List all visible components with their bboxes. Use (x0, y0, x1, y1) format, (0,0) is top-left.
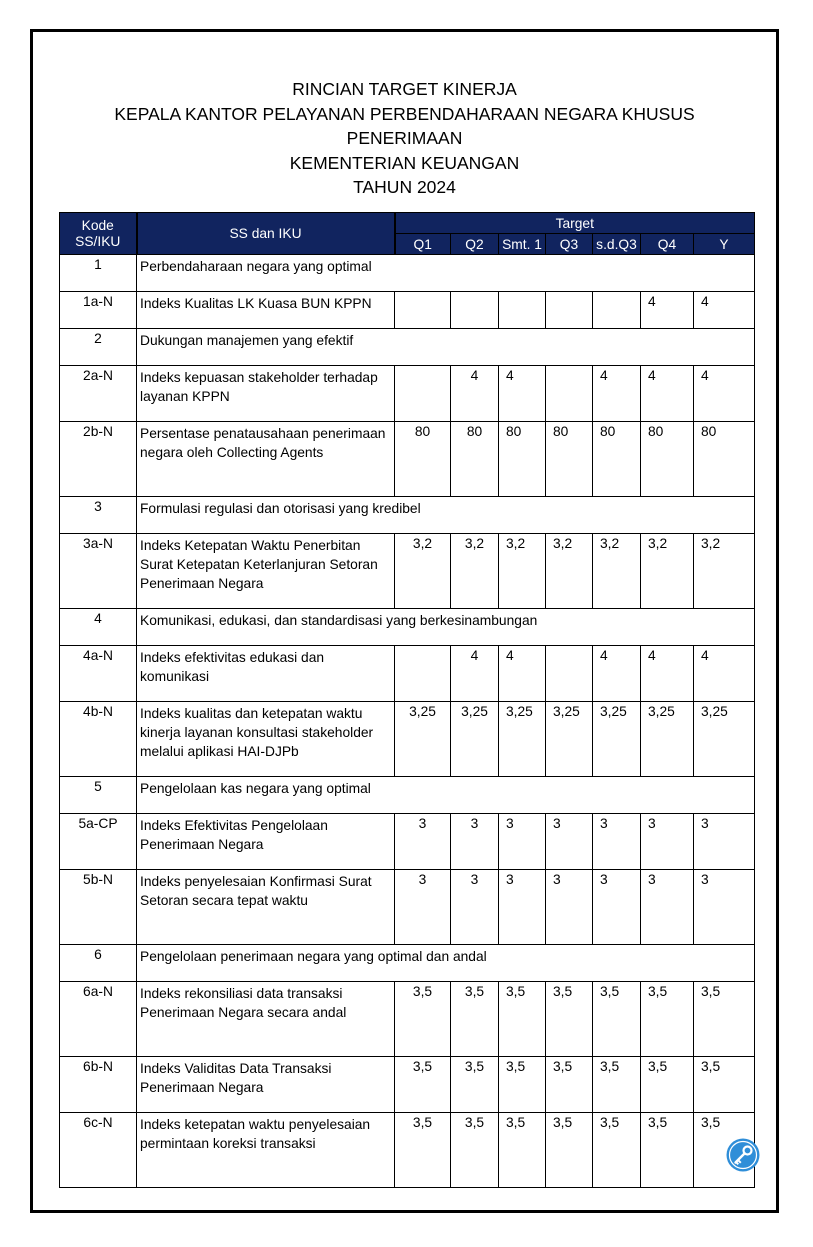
title-line: KEMENTERIAN KEUANGAN (289, 152, 520, 173)
row-code: 5 (60, 777, 137, 814)
target-cell-s-d-q3: 80 (593, 422, 641, 497)
target-cell-s-d-q3 (593, 292, 641, 329)
row-code: 6a-N (60, 982, 137, 1057)
header-col-smt-1: Smt. 1 (499, 234, 546, 255)
iku-name: Indeks rekonsiliasi data transaksi Penerimaan Negara secara andal (137, 982, 395, 1057)
target-cell-q4: 3 (641, 814, 694, 870)
target-cell-q4: 80 (641, 422, 694, 497)
target-cell-q1: 3 (395, 814, 451, 870)
target-cell-q2: 3 (451, 814, 499, 870)
row-code: 3a-N (60, 534, 137, 609)
target-cell-q4: 3,2 (641, 534, 694, 609)
target-cell-s-d-q3: 3,5 (593, 982, 641, 1057)
ss-row (60, 497, 755, 534)
ss-name: Pengelolaan penerimaan negara yang optimal dan andal (137, 945, 755, 982)
row-code: 5b-N (60, 870, 137, 945)
ss-row (60, 609, 755, 646)
header-col-q3: Q3 (546, 234, 593, 255)
row-code: 1 (60, 255, 137, 292)
iku-row (60, 870, 755, 945)
key-seal-icon (726, 1138, 760, 1172)
iku-name: Indeks Ketepatan Waktu Penerbitan Surat Ketepatan Keterlanjuran Setoran Penerimaan Negara (137, 534, 395, 609)
target-cell-smt-1: 3,25 (499, 702, 546, 777)
header-col-q4: Q4 (641, 234, 694, 255)
target-cell-q1: 3,2 (395, 534, 451, 609)
target-cell-q2 (451, 292, 499, 329)
target-cell-y: 4 (694, 366, 755, 422)
target-cell-s-d-q3: 3,2 (593, 534, 641, 609)
target-cell-y: 3 (694, 814, 755, 870)
target-cell-q4: 3,5 (641, 1113, 694, 1188)
header-ss-iku: SS dan IKU (137, 213, 395, 255)
target-cell-q1: 3 (395, 870, 451, 945)
row-code: 2b-N (60, 422, 137, 497)
title-line: RINCIAN TARGET KINERJA (292, 79, 517, 99)
row-code: 6 (60, 945, 137, 982)
target-cell-q3: 3,25 (546, 702, 593, 777)
row-code: 6b-N (60, 1057, 137, 1113)
target-cell-y: 80 (694, 422, 755, 497)
target-cell-q3: 3,5 (546, 1057, 593, 1113)
header-col-s-d-q3: s.d.Q3 (593, 234, 641, 255)
target-cell-smt-1: 3,5 (499, 982, 546, 1057)
row-code: 2a-N (60, 366, 137, 422)
iku-row (60, 292, 755, 329)
target-cell-q4: 4 (641, 292, 694, 329)
target-cell-q3: 3 (546, 814, 593, 870)
target-cell-q1: 3,25 (395, 702, 451, 777)
target-cell-q3 (546, 292, 593, 329)
ss-name: Dukungan manajemen yang efektif (137, 329, 755, 366)
iku-row (60, 422, 755, 497)
iku-name: Indeks Kualitas LK Kuasa BUN KPPN (137, 292, 395, 329)
target-cell-q3 (546, 646, 593, 702)
target-cell-q3: 3 (546, 870, 593, 945)
iku-name: Indeks Efektivitas Pengelolaan Penerimaan Negara (137, 814, 395, 870)
row-code: 4b-N (60, 702, 137, 777)
target-cell-q1: 80 (395, 422, 451, 497)
target-table (59, 212, 755, 1188)
target-cell-smt-1: 3,5 (499, 1113, 546, 1188)
target-cell-smt-1: 3 (499, 814, 546, 870)
target-cell-y: 3,5 (694, 982, 755, 1057)
target-cell-q1 (395, 366, 451, 422)
ss-name: Pengelolaan kas negara yang optimal (137, 777, 755, 814)
ss-name: Perbendaharaan negara yang optimal (137, 255, 755, 292)
target-cell-q2: 3,5 (451, 1057, 499, 1113)
target-cell-q4: 3,25 (641, 702, 694, 777)
target-cell-q2: 3,2 (451, 534, 499, 609)
target-cell-s-d-q3: 4 (593, 646, 641, 702)
iku-name: Indeks efektivitas edukasi dan komunikasi (137, 646, 395, 702)
header-target: Target (395, 213, 755, 234)
target-cell-smt-1: 3,2 (499, 534, 546, 609)
row-code: 5a-CP (60, 814, 137, 870)
target-cell-q2: 4 (451, 646, 499, 702)
row-code: 3 (60, 497, 137, 534)
target-cell-smt-1: 3,5 (499, 1057, 546, 1113)
iku-row (60, 982, 755, 1057)
target-cell-s-d-q3: 4 (593, 366, 641, 422)
target-cell-q4: 3 (641, 870, 694, 945)
title-line: PENERIMAAN (346, 128, 463, 148)
target-cell-s-d-q3: 3,5 (593, 1113, 641, 1188)
target-cell-q1 (395, 646, 451, 702)
target-cell-y: 3,5 (694, 1113, 755, 1188)
iku-name: Indeks kualitas dan ketepatan waktu kinerja layanan konsultasi stakeholder melalui aplikasi HAI-DJPb (137, 702, 395, 777)
row-code: 4 (60, 609, 137, 646)
target-cell-smt-1: 80 (499, 422, 546, 497)
target-cell-s-d-q3: 3,25 (593, 702, 641, 777)
title-line: TAHUN 2024 (353, 177, 456, 197)
target-cell-smt-1: 4 (499, 646, 546, 702)
ss-row (60, 255, 755, 292)
target-cell-y: 4 (694, 646, 755, 702)
target-cell-q1 (395, 292, 451, 329)
iku-row (60, 702, 755, 777)
header-col-q1: Q1 (395, 234, 451, 255)
iku-row (60, 1057, 755, 1113)
logo (726, 1138, 760, 1172)
target-cell-smt-1: 3 (499, 870, 546, 945)
target-cell-q2: 4 (451, 366, 499, 422)
document-title (33, 77, 776, 200)
target-cell-q3: 3,2 (546, 534, 593, 609)
header-col-y: Y (694, 234, 755, 255)
target-cell-q2: 80 (451, 422, 499, 497)
target-cell-s-d-q3: 3,5 (593, 1057, 641, 1113)
target-cell-q3: 3,5 (546, 1113, 593, 1188)
row-code: 2 (60, 329, 137, 366)
iku-row (60, 1113, 755, 1188)
target-cell-q4: 4 (641, 646, 694, 702)
target-cell-y: 3,2 (694, 534, 755, 609)
iku-name: Indeks Validitas Data Transaksi Penerimaan Negara (137, 1057, 395, 1113)
target-cell-q3 (546, 366, 593, 422)
target-cell-s-d-q3: 3 (593, 870, 641, 945)
header-col-q2: Q2 (451, 234, 499, 255)
ss-row (60, 777, 755, 814)
iku-row (60, 814, 755, 870)
iku-row (60, 366, 755, 422)
target-cell-q2: 3,5 (451, 982, 499, 1057)
target-cell-q1: 3,5 (395, 1113, 451, 1188)
ss-row (60, 945, 755, 982)
iku-name: Indeks ketepatan waktu penyelesaian permintaan koreksi transaksi (137, 1113, 395, 1188)
target-cell-y: 3 (694, 870, 755, 945)
ss-name: Formulasi regulasi dan otorisasi yang kredibel (137, 497, 755, 534)
iku-row (60, 534, 755, 609)
target-cell-q4: 3,5 (641, 982, 694, 1057)
iku-row (60, 646, 755, 702)
target-cell-y: 4 (694, 292, 755, 329)
target-cell-q1: 3,5 (395, 982, 451, 1057)
target-cell-y: 3,5 (694, 1057, 755, 1113)
header-code (60, 213, 137, 255)
target-cell-s-d-q3: 3 (593, 814, 641, 870)
target-cell-smt-1 (499, 292, 546, 329)
target-cell-q4: 3,5 (641, 1057, 694, 1113)
target-cell-q2: 3,5 (451, 1113, 499, 1188)
ss-name: Komunikasi, edukasi, dan standardisasi yang berkesinambungan (137, 609, 755, 646)
target-cell-q2: 3,25 (451, 702, 499, 777)
ss-row (60, 329, 755, 366)
row-code: 1a-N (60, 292, 137, 329)
header-code-label: Kode SS/IKU (75, 217, 121, 249)
title-line: KEPALA KANTOR PELAYANAN PERBENDAHARAAN NEGARA KHUSUS (114, 103, 695, 124)
target-cell-q4: 4 (641, 366, 694, 422)
target-cell-q2: 3 (451, 870, 499, 945)
target-cell-q3: 80 (546, 422, 593, 497)
row-code: 4a-N (60, 646, 137, 702)
target-cell-smt-1: 4 (499, 366, 546, 422)
iku-name: Indeks kepuasan stakeholder terhadap layanan KPPN (137, 366, 395, 422)
iku-name: Indeks penyelesaian Konfirmasi Surat Setoran secara tepat waktu (137, 870, 395, 945)
iku-name: Persentase penatausahaan penerimaan negara oleh Collecting Agents (137, 422, 395, 497)
row-code: 6c-N (60, 1113, 137, 1188)
target-cell-q1: 3,5 (395, 1057, 451, 1113)
target-cell-q3: 3,5 (546, 982, 593, 1057)
target-cell-y: 3,25 (694, 702, 755, 777)
